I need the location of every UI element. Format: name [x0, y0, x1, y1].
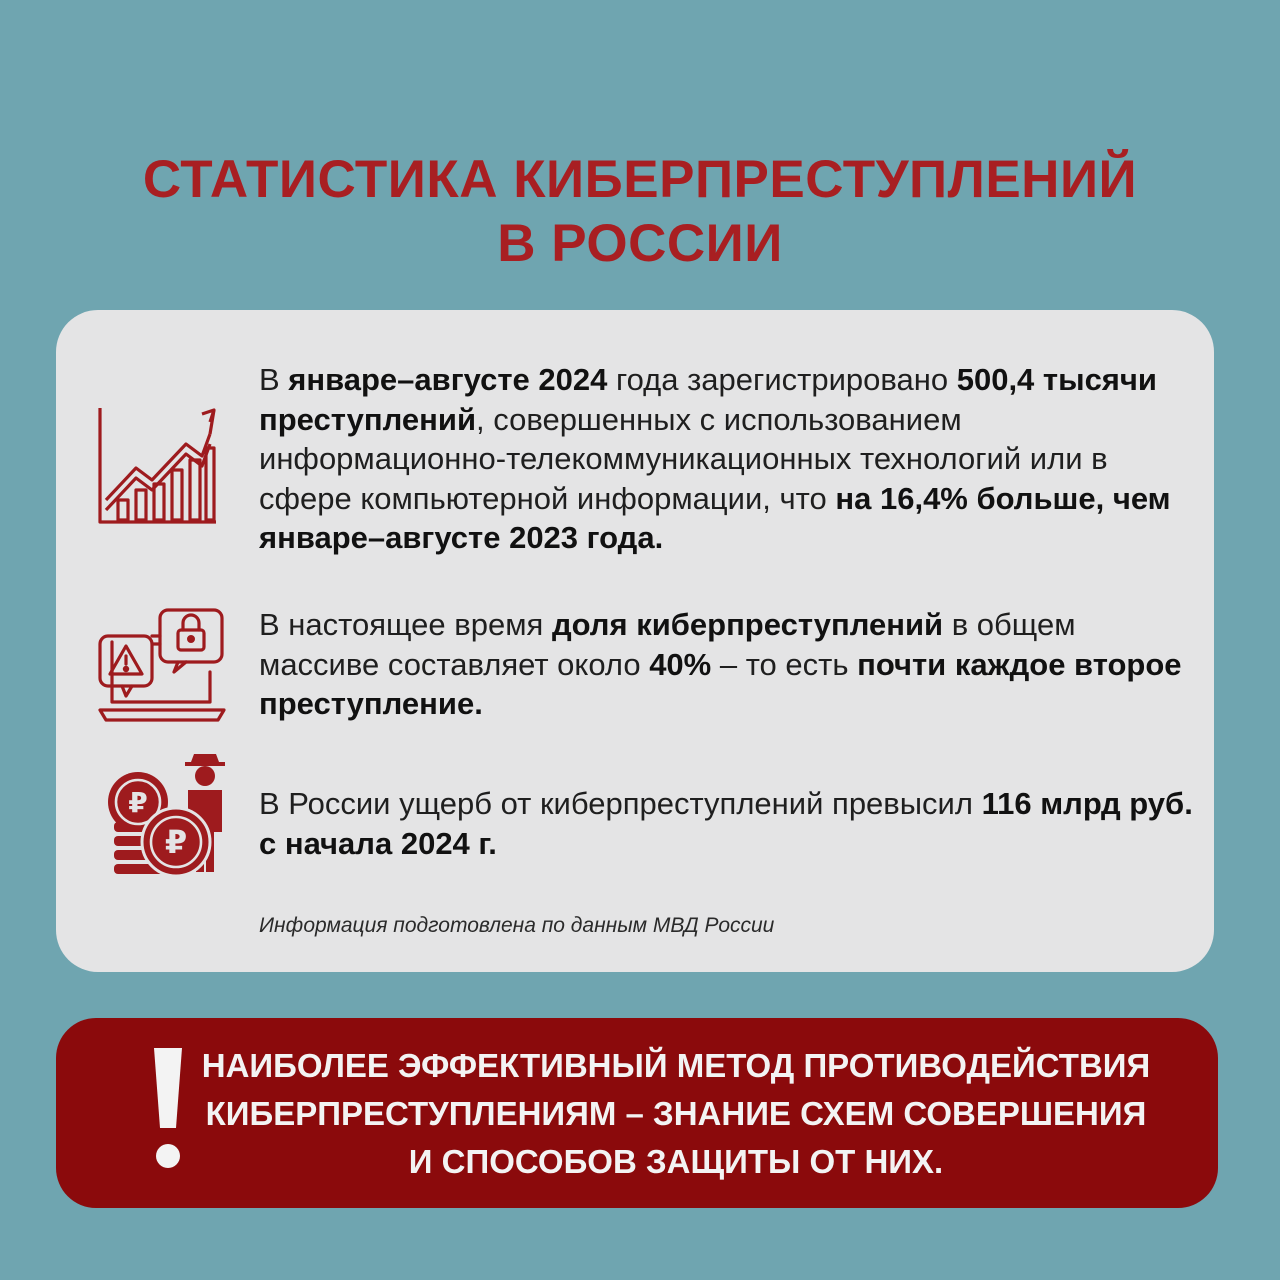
title-line-1: СТАТИСТИКА КИБЕРПРЕСТУПЛЕНИЙ [142, 150, 1138, 209]
banner-message [176, 1042, 1176, 1186]
stat-2-segment: почти каждое второе преступление. [259, 646, 1182, 721]
stat-1-segment: январе–августе 2024 [288, 362, 608, 397]
stat-3-segment: В России ущерб от киберпреступлений превысил [259, 786, 982, 821]
source-note: Информация подготовлена по данным МВД России [259, 914, 775, 937]
stat-2-segment: В настоящее время [259, 607, 552, 642]
stat-2-segment: 40% [649, 646, 712, 682]
page-title [0, 148, 1280, 276]
stat-3-segment: 116 млрд руб. с начала 2024 г. [259, 786, 1193, 861]
svg-text:₽: ₽ [164, 823, 188, 861]
stat-1-segment: на 16,4% больше, чем январе–августе 2023 года. [259, 480, 1171, 555]
banner-line-2: КИБЕРПРЕСТУПЛЕНИЯМ – ЗНАНИЕ СХЕМ СОВЕРШЕНИЯ [205, 1095, 1147, 1132]
growth-chart-icon [96, 404, 220, 535]
title-line-2: В РОССИИ [497, 214, 783, 273]
stat-1-segment: В [259, 362, 289, 397]
stat-text-3 [259, 784, 1199, 863]
cyber-security-icon [98, 606, 228, 731]
stat-2-segment: доля киберпреступлений [551, 607, 944, 642]
stat-1-segment: , совершенных с использованием информационно-телекоммуникационных технологий или в сфере компьютерной информации, что [259, 401, 1108, 516]
stat-1-segment: 500,4 тысячи преступлений [259, 362, 1157, 437]
stat-2-segment: – то есть [711, 646, 858, 682]
warning-banner [56, 1018, 1218, 1208]
stat-text-2 [259, 605, 1199, 724]
money-thief-icon [104, 746, 226, 881]
statistics-card [56, 310, 1214, 972]
stat-text-1 [259, 360, 1199, 558]
stat-1-segment: года зарегистрировано [607, 362, 957, 397]
banner-line-1: НАИБОЛЕЕ ЭФФЕКТИВНЫЙ МЕТОД ПРОТИВОДЕЙСТВИЯ [201, 1047, 1151, 1084]
svg-text:₽: ₽ [128, 786, 148, 819]
stat-2-segment: в общем массиве составляет около [259, 607, 1076, 682]
banner-line-3: И СПОСОБОВ ЗАЩИТЫ ОТ НИХ. [408, 1143, 944, 1180]
